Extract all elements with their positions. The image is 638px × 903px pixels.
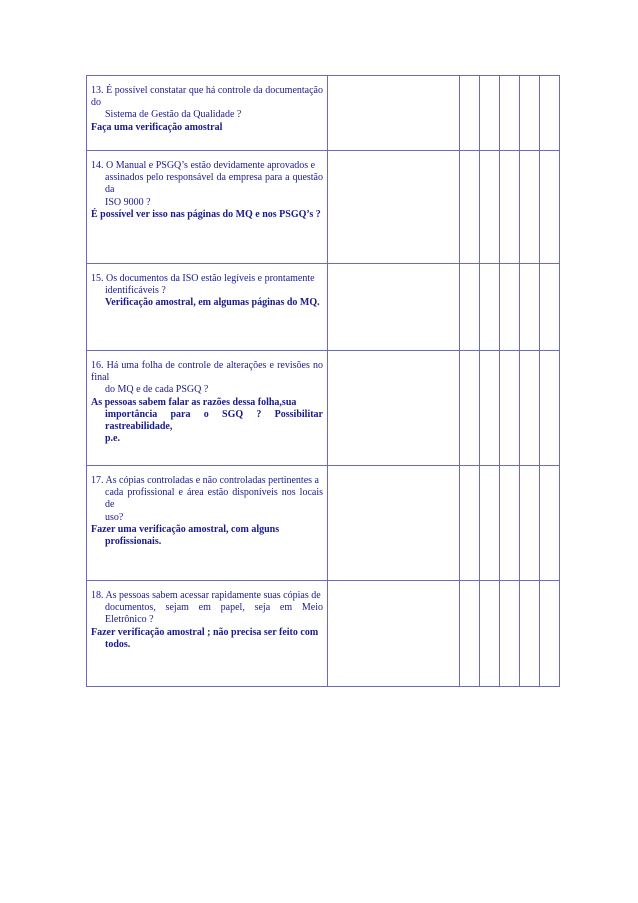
question-text: 15. Os documentos da ISO estão legíveis e prontamente	[91, 273, 315, 284]
rating-cell-1[interactable]	[460, 76, 480, 151]
rating-cell-5[interactable]	[540, 264, 560, 351]
rating-cell-4[interactable]	[520, 151, 540, 264]
rating-cell-3[interactable]	[500, 264, 520, 351]
observation-cell[interactable]	[328, 581, 460, 687]
rating-cell-1[interactable]	[460, 581, 480, 687]
checklist-row-15	[87, 264, 560, 351]
verification-instruction-text: Faça uma verificação amostral	[91, 121, 223, 133]
verification-instruction-text: Verificação amostral, em algumas páginas do MQ.	[105, 297, 320, 309]
question-text: do MQ e de cada PSGQ ?	[105, 384, 209, 396]
observation-cell[interactable]	[328, 466, 460, 581]
question-text: ISO 9000 ?	[105, 196, 151, 208]
rating-cell-5[interactable]	[540, 466, 560, 581]
checklist-row-13	[87, 76, 560, 151]
question-cell	[87, 581, 328, 687]
question-cell	[87, 466, 328, 581]
rating-cell-3[interactable]	[500, 76, 520, 151]
rating-cell-1[interactable]	[460, 466, 480, 581]
question-text: identificáveis ?	[105, 285, 166, 297]
rating-cell-2[interactable]	[480, 581, 500, 687]
checklist-row-14	[87, 151, 560, 264]
question-text: cada profissional e área estão disponíveis nos locais de	[105, 487, 323, 511]
verification-instruction-text: As pessoas sabem falar as razões dessa folha,sua	[91, 396, 297, 408]
rating-cell-4[interactable]	[520, 264, 540, 351]
verification-instruction-text: todos.	[105, 638, 131, 650]
question-text: assinados pelo responsável da empresa para a questão da	[105, 172, 323, 196]
question-text: 18. As pessoas sabem acessar rapidamente suas cópias de	[91, 590, 321, 601]
rating-cell-2[interactable]	[480, 351, 500, 466]
rating-cell-5[interactable]	[540, 151, 560, 264]
checklist-row-17	[87, 466, 560, 581]
rating-cell-5[interactable]	[540, 581, 560, 687]
verification-instruction-text: Fazer uma verificação amostral, com alguns	[91, 523, 280, 535]
rating-cell-3[interactable]	[500, 151, 520, 264]
question-text: 16. Há uma folha de controle de alterações e revisões no final	[91, 360, 323, 384]
question-text: uso?	[105, 511, 124, 523]
verification-instruction-text: profissionais.	[105, 536, 162, 548]
verification-instruction-text: É possível ver isso nas páginas do MQ e nos PSGQ’s ?	[91, 208, 321, 220]
rating-cell-4[interactable]	[520, 76, 540, 151]
question-cell	[87, 76, 328, 151]
rating-cell-4[interactable]	[520, 581, 540, 687]
rating-cell-3[interactable]	[500, 351, 520, 466]
verification-instruction-text: importância para o SGQ ? Possibilitar rastreabilidade,	[105, 408, 323, 433]
question-text: documentos, sejam em papel, seja em Meio Eletrônico ?	[105, 602, 323, 626]
observation-cell[interactable]	[328, 151, 460, 264]
question-cell	[87, 351, 328, 466]
rating-cell-3[interactable]	[500, 581, 520, 687]
audit-checklist-table	[86, 75, 560, 687]
rating-cell-4[interactable]	[520, 351, 540, 466]
observation-cell[interactable]	[328, 264, 460, 351]
rating-cell-3[interactable]	[500, 466, 520, 581]
question-text: 17. As cópias controladas e não controladas pertinentes a	[91, 475, 319, 486]
checklist-row-16	[87, 351, 560, 466]
observation-cell[interactable]	[328, 351, 460, 466]
rating-cell-1[interactable]	[460, 264, 480, 351]
observation-cell[interactable]	[328, 76, 460, 151]
rating-cell-2[interactable]	[480, 264, 500, 351]
question-text: Sistema de Gestão da Qualidade ?	[105, 109, 242, 121]
rating-cell-5[interactable]	[540, 76, 560, 151]
rating-cell-1[interactable]	[460, 151, 480, 264]
rating-cell-2[interactable]	[480, 466, 500, 581]
rating-cell-2[interactable]	[480, 76, 500, 151]
rating-cell-1[interactable]	[460, 351, 480, 466]
question-cell	[87, 151, 328, 264]
rating-cell-2[interactable]	[480, 151, 500, 264]
rating-cell-5[interactable]	[540, 351, 560, 466]
question-text: 13. É possível constatar que há controle da documentação do	[91, 85, 323, 109]
question-text: 14. O Manual e PSGQ’s estão devidamente aprovados e	[91, 160, 316, 171]
rating-cell-4[interactable]	[520, 466, 540, 581]
verification-instruction-text: p.e.	[105, 433, 120, 445]
verification-instruction-text: Fazer verificação amostral ; não precisa ser feito com	[91, 626, 319, 638]
question-cell	[87, 264, 328, 351]
checklist-row-18	[87, 581, 560, 687]
